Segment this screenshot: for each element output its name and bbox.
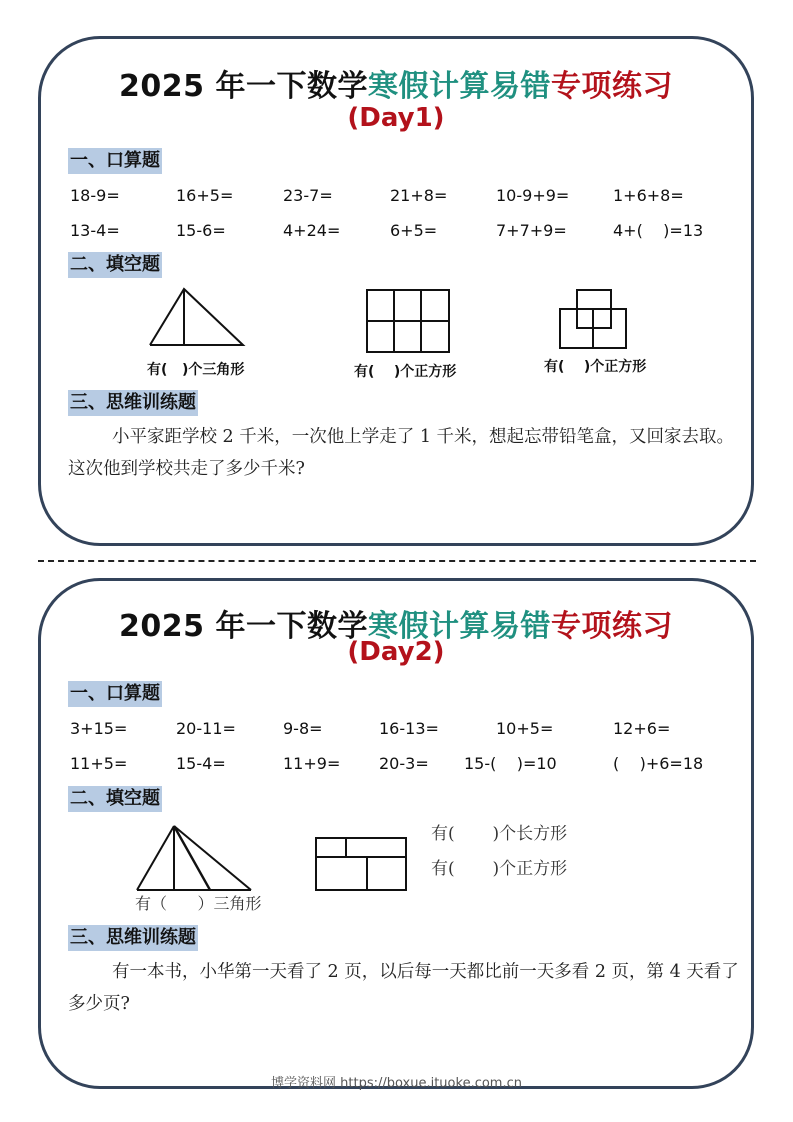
problem: 13-4= <box>70 221 120 240</box>
title-part-teal: 寒假计算易错 <box>367 609 551 644</box>
triangle-figure <box>135 824 253 892</box>
problem: 11+9= <box>283 754 341 773</box>
worksheet-day2 <box>38 578 754 1089</box>
problem: 15-6= <box>176 221 226 240</box>
figure-caption: 有( )个正方形 <box>354 364 457 380</box>
problem: ( )+6=18 <box>613 754 704 773</box>
title-part-black: 2025 年一下数学 <box>119 609 368 644</box>
problem: 3+15= <box>70 719 128 738</box>
word-problem-text: 有一本书，小华第一天看了 2 页，以后每一天都比前一天多看 2 页，第 4 天看了多少页? <box>68 962 739 1014</box>
problem: 9-8= <box>283 719 323 738</box>
problem: 16-13= <box>379 719 439 738</box>
problem: 18-9= <box>70 186 120 205</box>
problem: 4+( )=13 <box>613 221 704 240</box>
title-part-teal: 寒假计算易错 <box>367 69 551 104</box>
problem: 12+6= <box>613 719 671 738</box>
figure-caption: 有（ ）三角形 <box>135 894 262 913</box>
figure-caption: 有( )个正方形 <box>544 359 647 375</box>
title-part-red: 专项练习 <box>550 609 673 644</box>
problem: 1+6+8= <box>613 186 684 205</box>
figure-caption-rectangles: 有( )个长方形 <box>431 824 568 844</box>
section-oral-heading: 一、口算题 <box>68 681 162 707</box>
word-problem <box>68 421 740 485</box>
section-thinking-heading: 三、思维训练题 <box>68 925 198 951</box>
section-thinking-heading: 三、思维训练题 <box>68 390 198 416</box>
problem: 20-11= <box>176 719 236 738</box>
section-oral-heading: 一、口算题 <box>68 148 162 174</box>
rectangle-figure <box>315 837 409 893</box>
problem: 20-3= <box>379 754 429 773</box>
problem: 23-7= <box>283 186 333 205</box>
title-part-red: 专项练习 <box>550 69 673 104</box>
problem: 11+5= <box>70 754 128 773</box>
day-label: (Day2) <box>347 637 445 667</box>
word-problem-text: 小平家距学校 2 千米，一次他上学走了 1 千米，想起忘带铅笔盒，又回家去取。这次他到学校共走了多少千米? <box>68 427 735 479</box>
title-part-black: 2025 年一下数学 <box>119 69 368 104</box>
figure-caption-squares: 有( )个正方形 <box>431 859 568 879</box>
section-fill-heading: 二、填空题 <box>68 786 162 812</box>
figure-caption: 有( )个三角形 <box>147 362 245 378</box>
problem: 15-( )=10 <box>464 754 557 773</box>
footer-watermark: 博学资料网 https://boxue.ituoke.com.cn <box>271 1076 522 1091</box>
cut-line-divider <box>38 560 756 562</box>
worksheet-day1 <box>38 36 754 546</box>
day-label: (Day1) <box>347 103 445 133</box>
problem: 4+24= <box>283 221 341 240</box>
problem: 10+5= <box>496 719 554 738</box>
worksheet-title <box>41 61 751 105</box>
problem: 21+8= <box>390 186 448 205</box>
triangle-figure <box>147 287 247 351</box>
problem: 10-9+9= <box>496 186 570 205</box>
grid-figure <box>366 289 450 353</box>
problem: 7+7+9= <box>496 221 567 240</box>
word-problem <box>68 956 740 1020</box>
problem: 6+5= <box>390 221 438 240</box>
overlapping-squares-figure <box>559 289 631 349</box>
section-fill-heading: 二、填空题 <box>68 252 162 278</box>
problem: 15-4= <box>176 754 226 773</box>
problem: 16+5= <box>176 186 234 205</box>
